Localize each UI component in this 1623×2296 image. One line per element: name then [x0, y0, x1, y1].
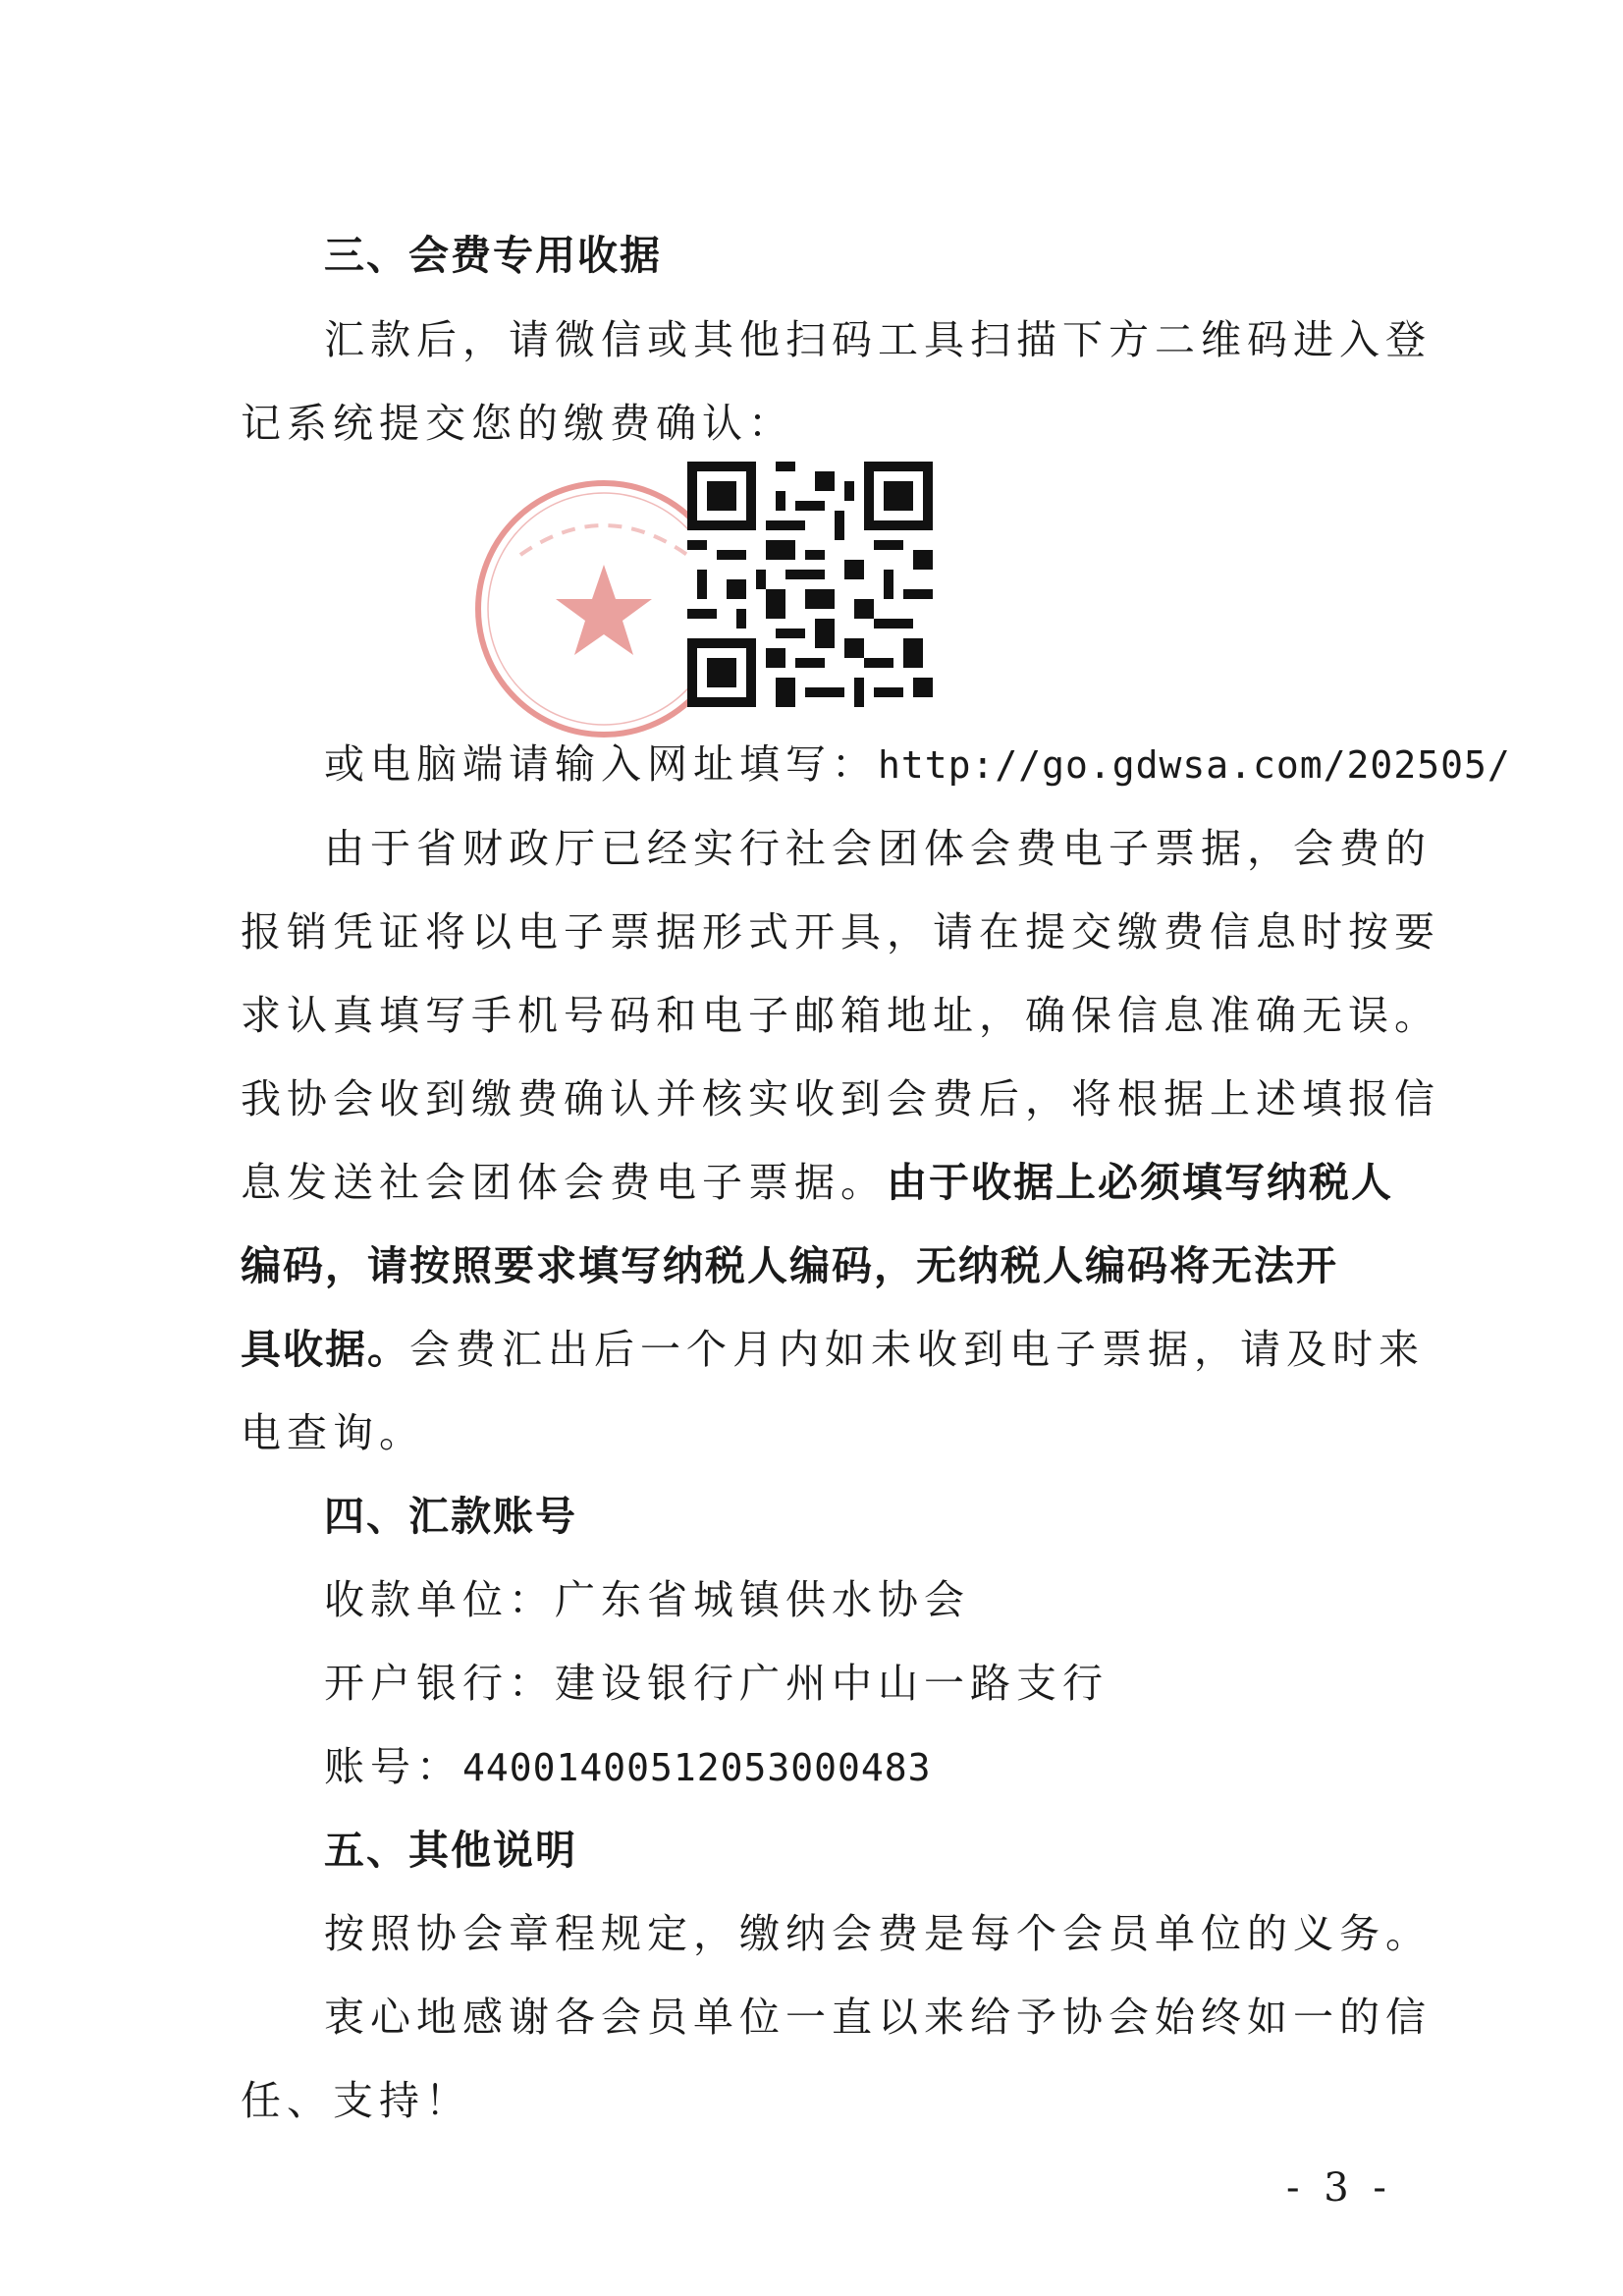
- paragraph-line: 汇款后，请微信或其他扫码工具扫描下方二维码进入登: [324, 316, 1432, 363]
- paragraph-line: 我协会收到缴费确认并核实收到会费后，将根据上述填报信: [241, 1075, 1440, 1122]
- paragraph-line: 衷心地感谢各会员单位一直以来给予协会始终如一的信: [324, 1994, 1432, 2041]
- url-line: [324, 737, 1511, 793]
- paragraph-line: 电查询。: [241, 1409, 425, 1456]
- paragraph-line: 按照协会章程规定，缴纳会费是每个会员单位的义务。: [324, 1910, 1432, 1957]
- paragraph-bold-text: 具收据。: [241, 1326, 409, 1373]
- section4-heading: 四、汇款账号: [324, 1493, 577, 1540]
- bank-line: 开户银行：建设银行广州中山一路支行: [324, 1660, 1109, 1707]
- account-label: 账号：: [324, 1743, 462, 1790]
- payee-line: 收款单位：广东省城镇供水协会: [324, 1576, 970, 1623]
- paragraph-bold-line: 编码，请按照要求填写纳税人编码，无纳税人编码将无法开: [241, 1242, 1338, 1289]
- paragraph-line: 记系统提交您的缴费确认：: [241, 400, 794, 447]
- registration-url-link[interactable]: http://go.gdwsa.com/202505/: [878, 743, 1511, 787]
- paragraph-line: [241, 1155, 1393, 1210]
- section5-heading: 五、其他说明: [324, 1827, 577, 1874]
- page-number: - 3 -: [1286, 2165, 1392, 2211]
- account-line: [324, 1739, 1468, 1795]
- section3-heading: 三、会费专用收据: [324, 232, 662, 279]
- paragraph-text: 会费汇出后一个月内如未收到电子票据，请及时来: [409, 1326, 1425, 1373]
- paragraph-line: 任、支持！: [241, 2077, 471, 2124]
- paragraph-line: 由于省财政厅已经实行社会团体会费电子票据，会费的: [324, 825, 1432, 872]
- paragraph-text: 息发送社会团体会费电子票据。: [241, 1159, 887, 1206]
- paragraph-line: [241, 1322, 1425, 1377]
- qr-code-icon[interactable]: [687, 462, 933, 707]
- paragraph-line: 报销凭证将以电子票据形式开具，请在提交缴费信息时按要: [241, 908, 1440, 956]
- url-label: 或电脑端请输入网址填写：: [324, 740, 878, 788]
- paragraph-line: 求认真填写手机号码和电子邮箱地址，确保信息准确无误。: [241, 992, 1440, 1039]
- account-number: 44001400512053000483: [462, 1746, 932, 1789]
- paragraph-bold-text: 由于收据上必须填写纳税人: [887, 1159, 1393, 1206]
